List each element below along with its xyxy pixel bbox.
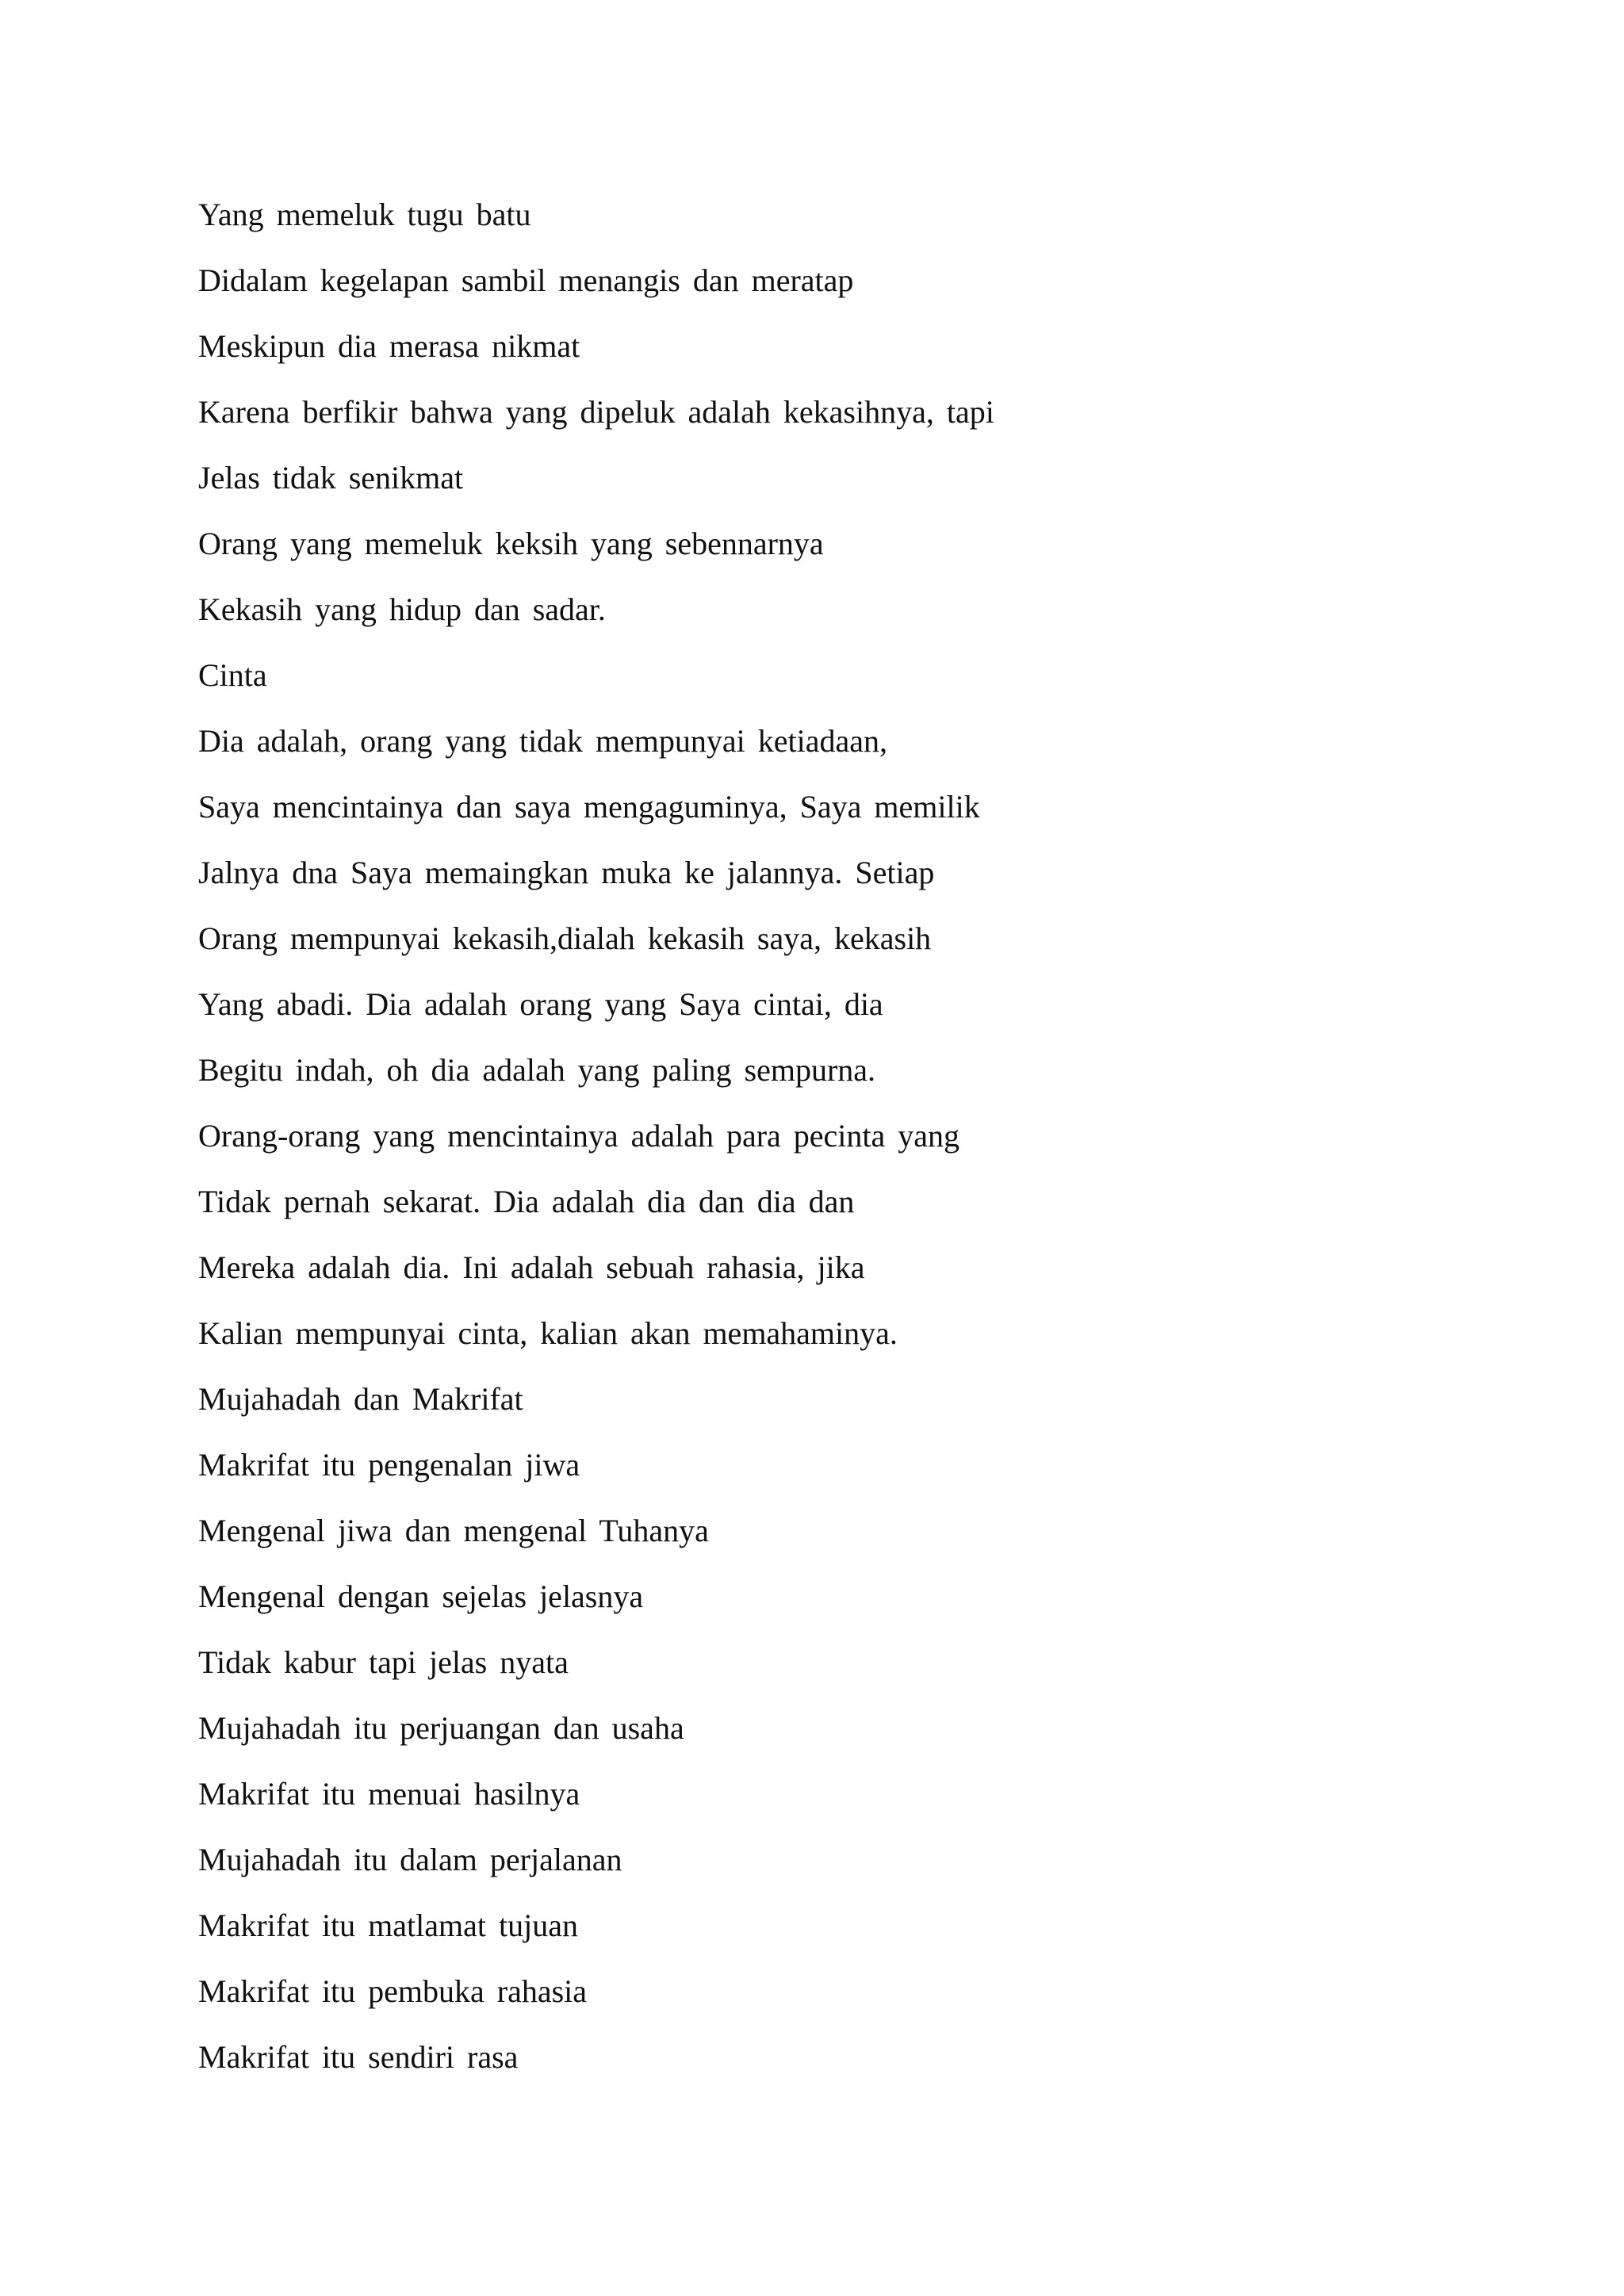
- text-line: Makrifat itu sendiri rasa: [198, 2039, 519, 2075]
- text-line: Mereka adalah dia. Ini adalah sebuah rahasia, jika: [198, 1249, 865, 1285]
- text-line: Kekasih yang hidup dan sadar.: [198, 591, 606, 627]
- text-line: Makrifat itu menuai hasilnya: [198, 1776, 580, 1812]
- text-line: Mujahadah itu perjuangan dan usaha: [198, 1710, 684, 1746]
- section-heading: Mujahadah dan Makrifat: [198, 1381, 523, 1417]
- text-line: Yang abadi. Dia adalah orang yang Saya cintai, dia: [198, 986, 883, 1022]
- text-line: Mujahadah itu dalam perjalanan: [198, 1842, 622, 1877]
- text-line: Karena berfikir bahwa yang dipeluk adalah kekasihnya, tapi: [198, 394, 994, 430]
- section-heading: Cinta: [198, 657, 267, 693]
- text-line: Orang-orang yang mencintainya adalah para pecinta yang: [198, 1118, 960, 1154]
- text-line: Makrifat itu pembuka rahasia: [198, 1973, 588, 2009]
- body-text: [198, 191, 1507, 2099]
- text-line: Orang mempunyai kekasih,dialah kekasih saya, kekasih: [198, 920, 932, 956]
- text-line: Jelas tidak senikmat: [198, 460, 464, 496]
- text-line: Tidak pernah sekarat. Dia adalah dia dan dia dan: [198, 1184, 855, 1219]
- text-line: Makrifat itu pengenalan jiwa: [198, 1447, 580, 1483]
- text-line: Tidak kabur tapi jelas nyata: [198, 1644, 569, 1680]
- text-line: Mengenal jiwa dan mengenal Tuhanya: [198, 1513, 709, 1548]
- text-line: Meskipun dia merasa nikmat: [198, 328, 580, 364]
- text-line: Yang memeluk tugu batu: [198, 197, 531, 232]
- text-line: Didalam kegelapan sambil menangis dan meratap: [198, 262, 854, 298]
- text-line: Jalnya dna Saya memaingkan muka ke jalannya. Setiap: [198, 855, 935, 890]
- text-line: Makrifat itu matlamat tujuan: [198, 1908, 578, 1943]
- text-line: Kalian mempunyai cinta, kalian akan memahaminya.: [198, 1315, 898, 1351]
- text-line: Orang yang memeluk keksih yang sebennarnya: [198, 526, 824, 561]
- text-line: Mengenal dengan sejelas jelasnya: [198, 1578, 644, 1614]
- text-line: Saya mencintainya dan saya mengaguminya, Saya memilik: [198, 789, 980, 825]
- text-line: Begitu indah, oh dia adalah yang paling sempurna.: [198, 1052, 876, 1088]
- text-line: Dia adalah, orang yang tidak mempunyai ketiadaan,: [198, 723, 888, 759]
